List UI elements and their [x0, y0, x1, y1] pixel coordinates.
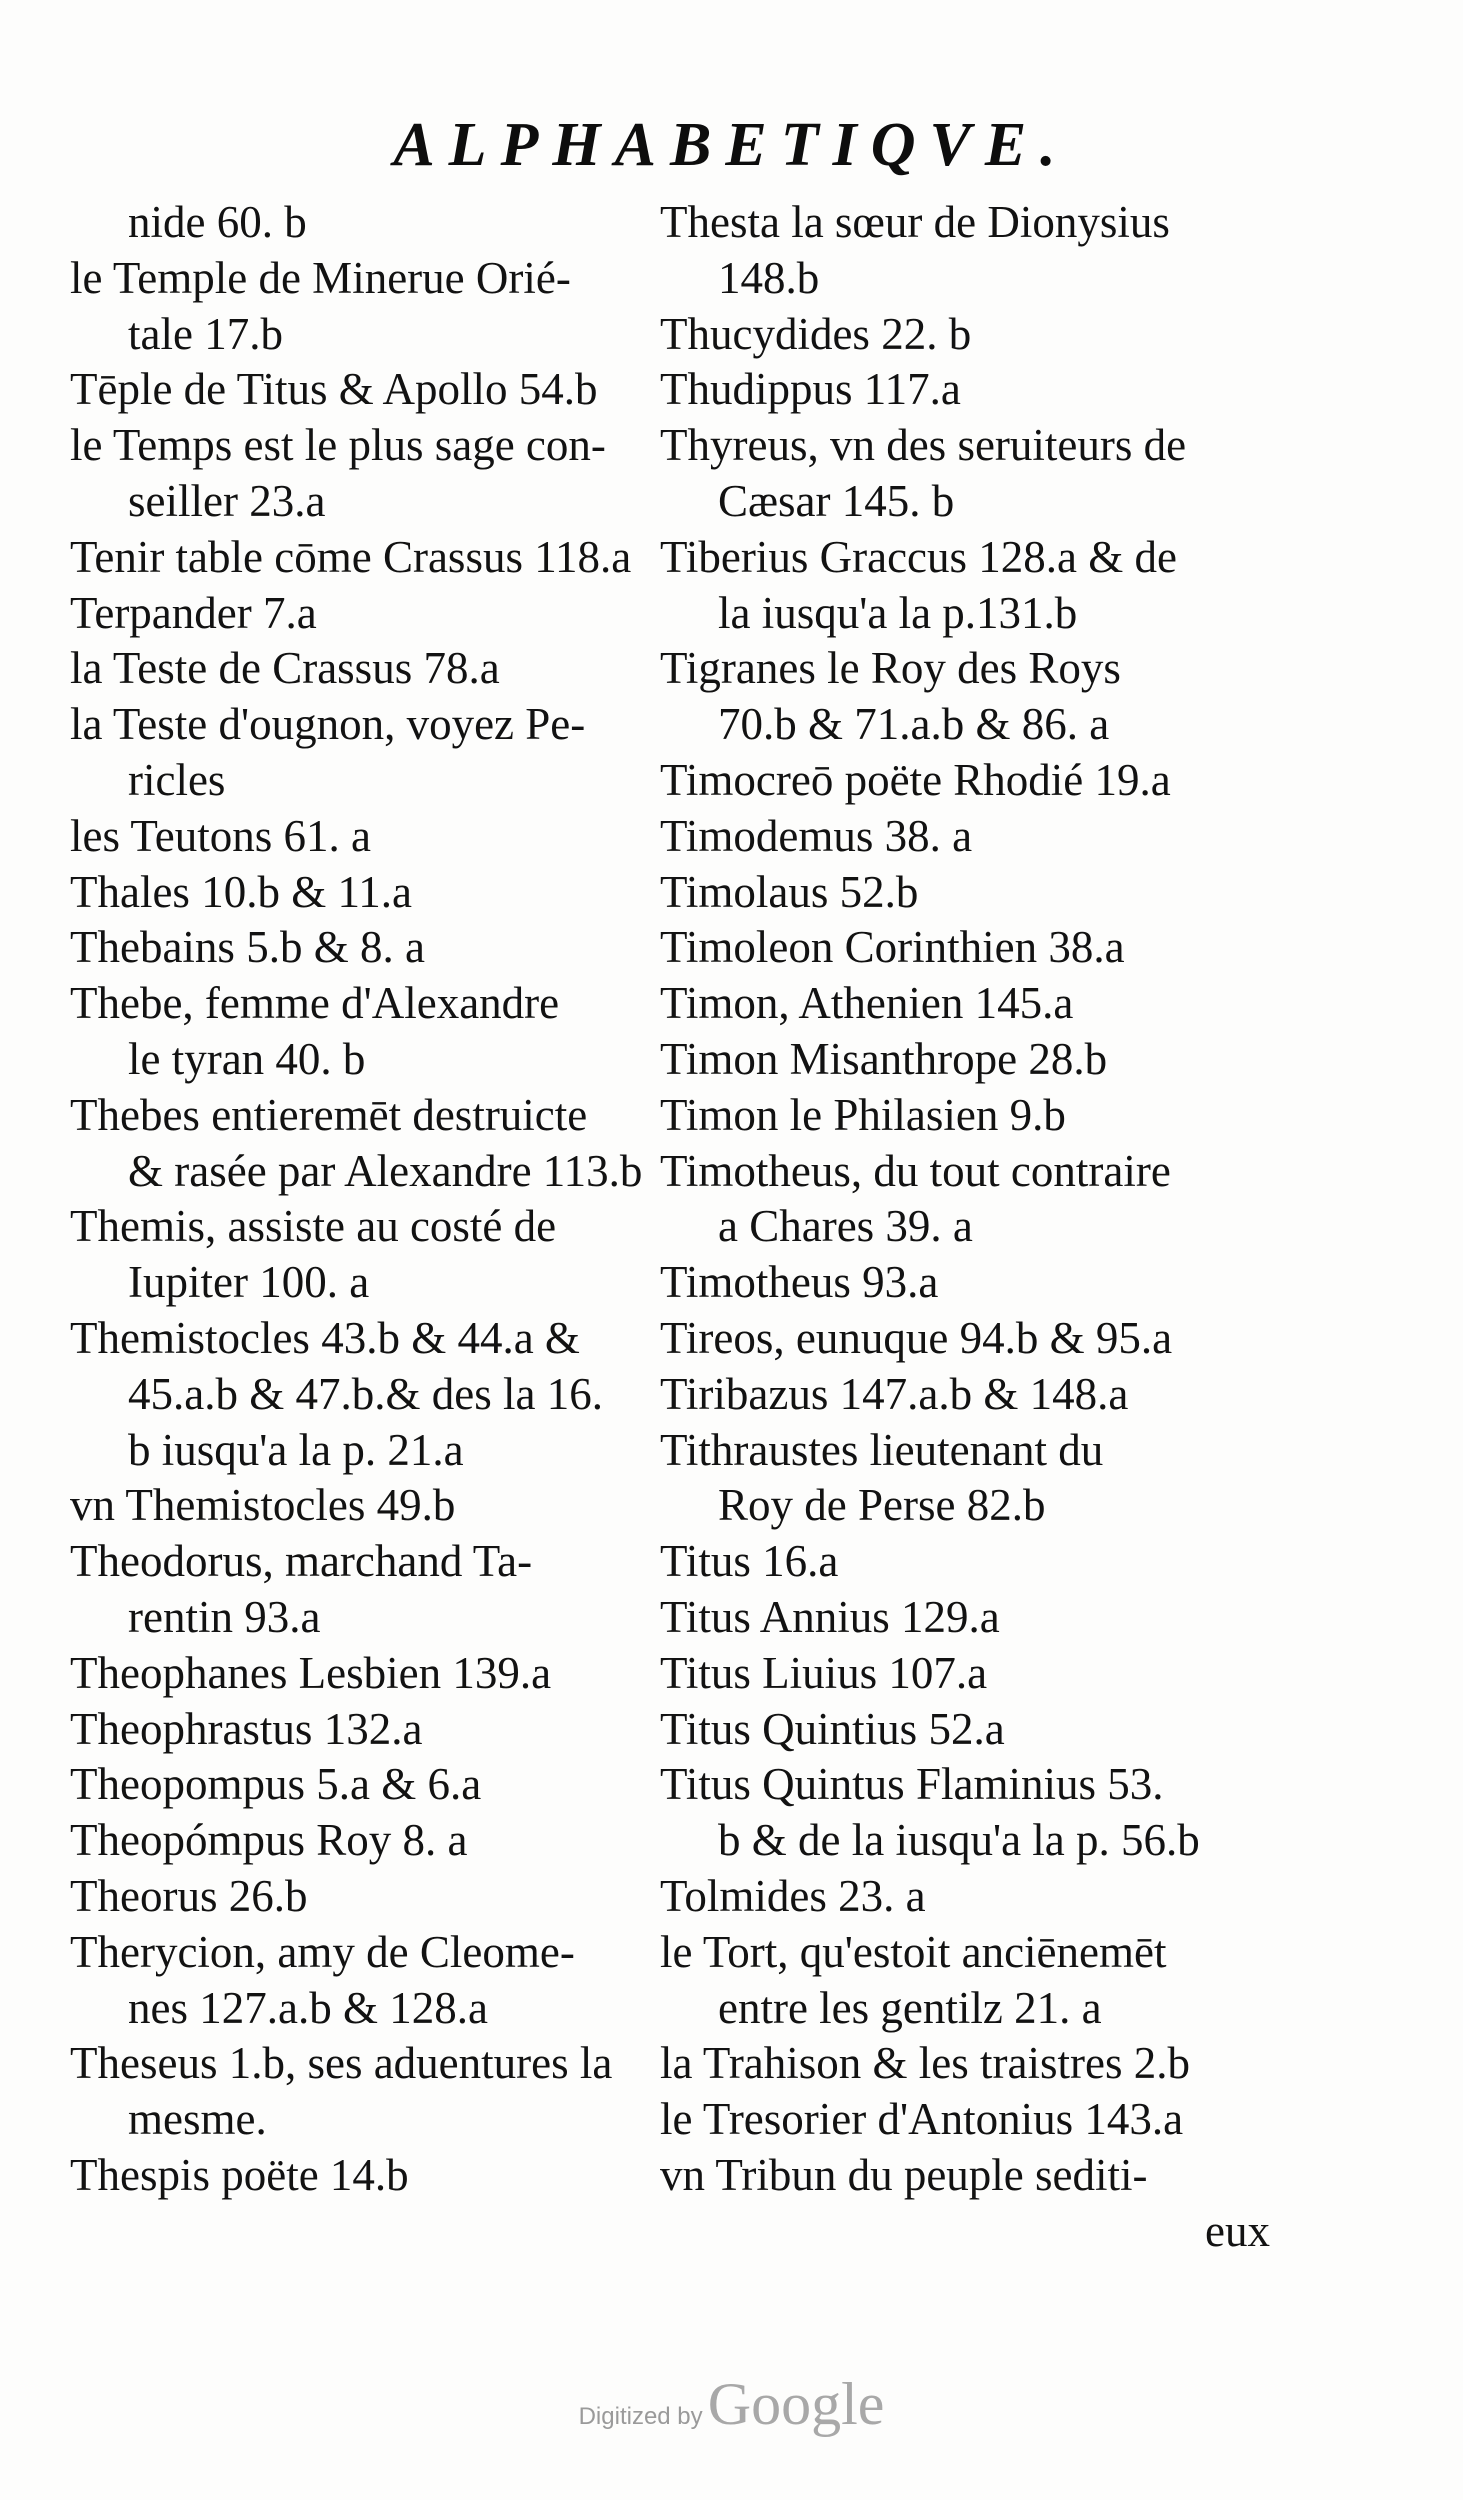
index-entry-line: le tyran 40. b: [128, 1033, 366, 1084]
index-entry-line: Themis, assiste au costé de: [70, 1201, 557, 1252]
running-header: ALPHABETIQVE.: [393, 111, 1070, 179]
index-entry-line: ricles: [128, 754, 226, 805]
index-entry-line: la Teste de Crassus 78.a: [70, 643, 500, 694]
index-entry-line: Titus Quintius 52.a: [660, 1703, 1005, 1754]
index-entry-line: tale 17.b: [128, 308, 283, 359]
index-column-right: [660, 195, 1270, 2259]
google-logo: Google: [707, 2371, 885, 2437]
index-entry-line: Timoleon Corinthien 38.a: [660, 922, 1125, 973]
index-entry-line: Thespis poëte 14.b: [70, 2149, 409, 2200]
index-entry-line: Theopompus 5.a & 6.a: [70, 1759, 482, 1810]
index-entry-line: Theophanes Lesbien 139.a: [70, 1647, 552, 1698]
index-entry-line: Thesta la sœur de Dionysius: [660, 197, 1170, 247]
index-entry-line: Titus Quintus Flaminius 53.: [660, 1759, 1164, 1810]
index-entry-line: entre les gentilz 21. a: [718, 1982, 1102, 2033]
index-entry-line: Thudippus 117.a: [660, 364, 961, 415]
index-entry-line: Cæsar 145. b: [718, 475, 955, 526]
index-entry-line: le Temps est le plus sage con-: [70, 420, 606, 471]
index-entry-line: eux: [1205, 2205, 1270, 2256]
index-entry-line: Theopómpus Roy 8. a: [70, 1815, 468, 1866]
index-entry-line: vn Tribun du peuple sediti-: [660, 2149, 1148, 2200]
index-entry-line: Tiberius Graccus 128.a & de: [660, 531, 1177, 582]
index-entry-line: a Chares 39. a: [718, 1201, 973, 1252]
index-entry-line: Tēple de Titus & Apollo 54.b: [70, 364, 598, 415]
index-entry-line: Timotheus 93.a: [660, 1257, 939, 1308]
index-entry-line: le Tresorier d'Antonius 143.a: [660, 2094, 1184, 2145]
index-entry-line: Tenir table cōme Crassus 118.a: [70, 531, 632, 582]
digitized-by-label: Digitized by: [578, 2403, 703, 2430]
index-entry-line: Tigranes le Roy des Roys: [660, 643, 1121, 694]
index-entry-line: seiller 23.a: [128, 475, 326, 526]
index-entry-line: Theseus 1.b, ses aduentures la: [70, 2038, 613, 2089]
index-entry-line: Titus Annius 129.a: [660, 1591, 1000, 1642]
index-entry-line: 70.b & 71.a.b & 86. a: [718, 699, 1110, 750]
index-entry-line: Thebe, femme d'Alexandre: [70, 978, 560, 1029]
index-entry-line: Tiribazus 147.a.b & 148.a: [660, 1368, 1129, 1419]
index-entry-line: mesme.: [128, 2094, 267, 2145]
index-entry-line: b & de la iusqu'a la p. 56.b: [718, 1815, 1200, 1866]
index-entry-line: la iusqu'a la p.131.b: [718, 587, 1078, 638]
index-entry-line: les Teutons 61. a: [70, 810, 371, 861]
index-entry-line: Timotheus, du tout contraire: [660, 1145, 1171, 1196]
index-entry-line: le Tort, qu'estoit anciēnemēt: [660, 1926, 1167, 1977]
index-entry-line: Thebes entieremēt destruicte: [70, 1089, 588, 1140]
index-entry-line: la Teste d'ougnon, voyez Pe-: [70, 699, 586, 750]
index-entry-line: Thales 10.b & 11.a: [70, 866, 413, 917]
index-entry-line: rentin 93.a: [128, 1591, 321, 1642]
index-entry-line: Thucydides 22. b: [660, 308, 972, 359]
index-entry-line: nes 127.a.b & 128.a: [128, 1982, 488, 2033]
index-entry-line: Timocreō poëte Rhodié 19.a: [660, 754, 1171, 805]
index-entry-line: nide 60. b: [128, 197, 307, 247]
index-entry-line: Tireos, eunuque 94.b & 95.a: [660, 1312, 1173, 1363]
index-entry-line: vn Themistocles 49.b: [70, 1480, 456, 1531]
index-entry-line: Therycion, amy de Cleome-: [70, 1926, 575, 1977]
index-entry-line: 148.b: [718, 252, 820, 303]
index-entry-line: Roy de Perse 82.b: [718, 1480, 1046, 1531]
index-entry-line: Thyreus, vn des seruiteurs de: [660, 420, 1187, 471]
index-entry-line: Timon Misanthrope 28.b: [660, 1033, 1108, 1084]
index-entry-line: Theodorus, marchand Ta-: [70, 1536, 533, 1587]
index-entry-line: & rasée par Alexandre 113.b: [128, 1145, 643, 1196]
index-column-left: [70, 195, 670, 2204]
index-entry-line: b iusqu'a la p. 21.a: [128, 1424, 464, 1475]
digitization-watermark: [0, 2370, 1463, 2439]
index-entry-line: Iupiter 100. a: [128, 1257, 370, 1308]
index-entry-line: Titus Liuius 107.a: [660, 1647, 988, 1698]
index-entry-line: Timon, Athenien 145.a: [660, 978, 1074, 1029]
index-entry-line: Titus 16.a: [660, 1536, 839, 1587]
index-entry-line: 45.a.b & 47.b.& des la 16.: [128, 1368, 603, 1419]
index-entry-line: Timolaus 52.b: [660, 866, 919, 917]
index-entry-line: le Temple de Minerue Orié-: [70, 252, 571, 303]
index-entry-line: Thebains 5.b & 8. a: [70, 922, 425, 973]
index-entry-line: Timodemus 38. a: [660, 810, 973, 861]
index-entry-line: Terpander 7.a: [70, 587, 317, 638]
index-entry-line: Theophrastus 132.a: [70, 1703, 423, 1754]
index-entry-line: Timon le Philasien 9.b: [660, 1089, 1066, 1140]
index-entry-line: Tithraustes lieutenant du: [660, 1424, 1104, 1475]
index-entry-line: Theorus 26.b: [70, 1870, 308, 1921]
index-entry-line: la Trahison & les traistres 2.b: [660, 2038, 1190, 2089]
index-entry-line: Themistocles 43.b & 44.a &: [70, 1312, 580, 1363]
index-entry-line: Tolmides 23. a: [660, 1870, 926, 1921]
